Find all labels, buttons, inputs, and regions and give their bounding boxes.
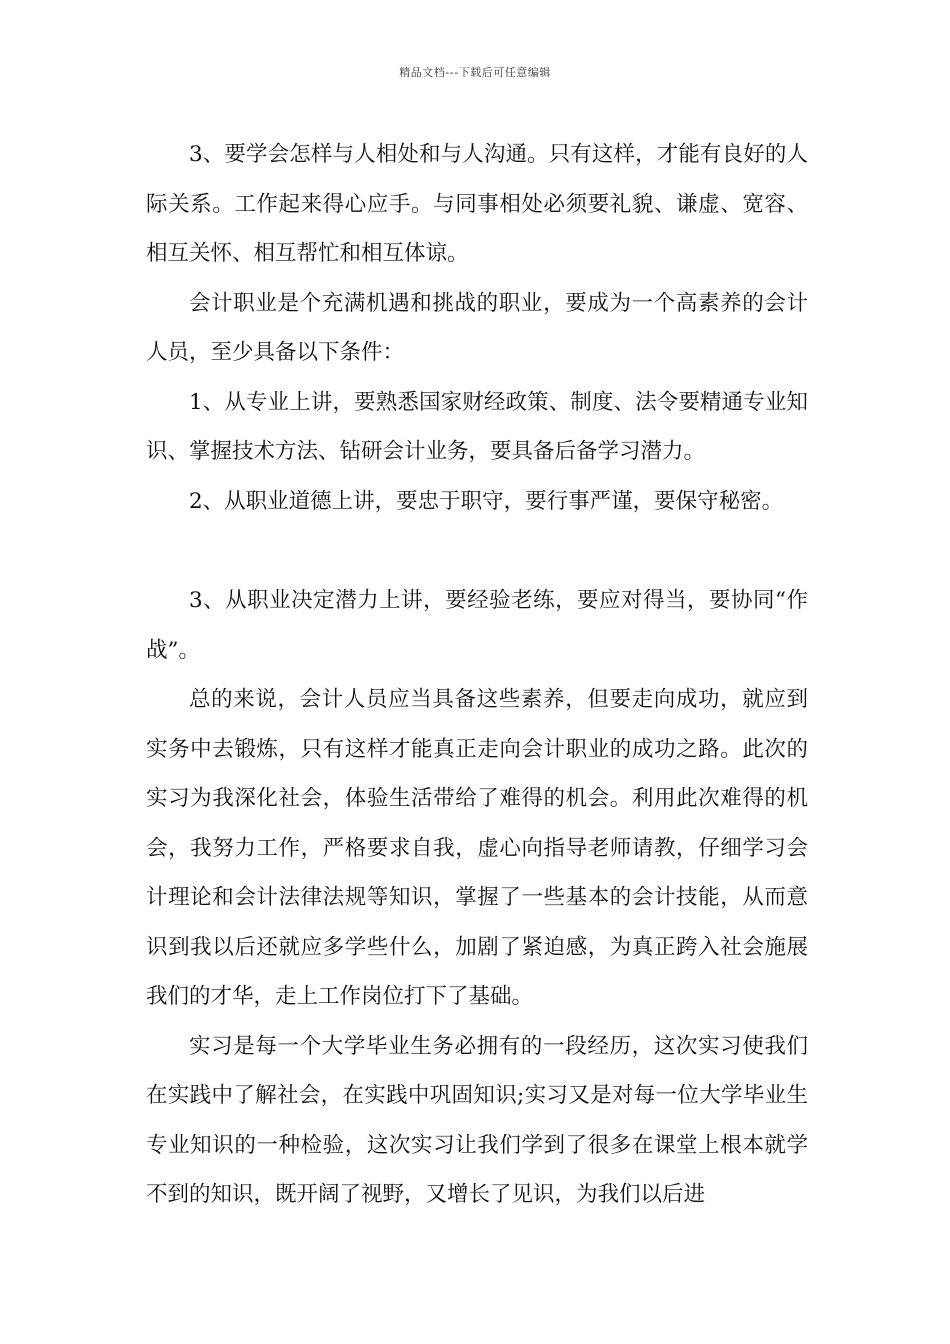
paragraph-decision-ability: 3、从职业决定潜力上讲，要经验老练，要应对得当，要协同“作战”。 [146, 588, 808, 663]
paragraph-interpersonal: 3、要学会怎样与人相处和与人沟通。只有这样，才能有良好的人际关系。工作起来得心应手。与同事相处必须要礼貌、谦虚、宽容、相互关怀、相互帮忙和相互体谅。 [146, 142, 808, 266]
page-header: 精品文档---下载后可任意编辑 [399, 66, 551, 79]
paragraph-summary: 总的来说，会计人员应当具备这些素养，但要走向成功，就应到实务中去锻炼，只有这样才能真正走向会计职业的成功之路。此次的实习为我深化社会，体验生活带给了难得的机会。利用此次难得的机会，我努力工作，严格要求自我，虚心向指导老师请教，仔细学习会计理论和会计法律法规等知识，掌握了一些基本的会计技能，从而意识到我以后还就应多学些什么，加剧了紧迫感，为真正跨入社会施展我们的才华，走上工作岗位打下了基础。 [146, 687, 808, 1009]
paragraph-professional: 1、从专业上讲，要熟悉国家财经政策、制度、法令要精通专业知识、掌握技术方法、钻研会计业务，要具备后备学习潜力。 [146, 389, 808, 464]
paragraph-gap [146, 526, 808, 576]
paragraph-internship: 实习是每一个大学毕业生务必拥有的一段经历，这次实习使我们在实践中了解社会，在实践中巩固知识;实习又是对每一位大学毕业生专业知识的一种检验，这次实习让我们学到了很多在课堂上根本就学不到的知识，既开阔了视野，又增长了见识，为我们以后进 [146, 1033, 808, 1207]
paragraph-ethics: 2、从职业道德上讲，要忠于职守，要行事严谨，要保守秘密。 [189, 488, 784, 514]
document-body [146, 130, 808, 1220]
paragraph-conditions-intro: 会计职业是个充满机遇和挑战的职业，要成为一个高素养的会计人员，至少具备以下条件： [146, 290, 808, 365]
